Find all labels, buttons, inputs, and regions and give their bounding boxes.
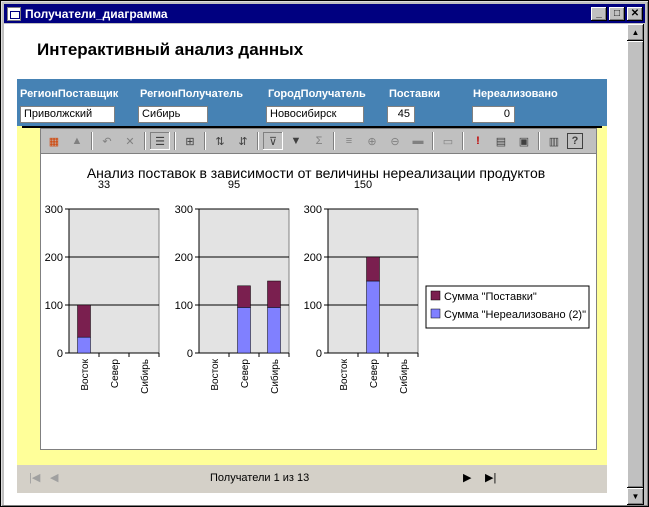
minimize-button[interactable]: _: [591, 7, 607, 21]
x-tick-label: Север: [110, 359, 121, 389]
window-title: Получатели_диаграмма: [25, 6, 168, 21]
first-record-button[interactable]: |◀: [29, 472, 41, 484]
scroll-up-button[interactable]: ▲: [627, 24, 644, 41]
record-counter: Получатели 1 из 13: [210, 472, 310, 484]
filter-field-region-supplier[interactable]: Приволжский: [20, 106, 115, 123]
x-tick-label: Север: [240, 359, 251, 389]
toolbar-separator: [432, 132, 434, 150]
title-bar[interactable]: [4, 4, 645, 23]
autocalc-icon[interactable]: Σ: [315, 135, 323, 147]
pivot-toolbar: [41, 129, 596, 154]
toolbar-separator: [333, 132, 335, 150]
y-tick-label: 300: [303, 204, 322, 216]
commands-icon[interactable]: ▣: [518, 135, 530, 148]
page-title: Интерактивный анализ данных: [37, 40, 304, 59]
export-icon[interactable]: ▤: [495, 135, 507, 148]
form-icon: [7, 7, 21, 21]
autofilter-icon[interactable]: ⊽: [263, 132, 283, 150]
chart-type-icon[interactable]: ▲: [71, 135, 83, 147]
maximize-button[interactable]: □: [609, 7, 625, 21]
panel-label: 95: [227, 179, 241, 191]
filter-field-city-receiver[interactable]: Новосибирск: [266, 106, 364, 123]
y-tick-label: 200: [174, 252, 193, 264]
y-tick-label: 0: [315, 348, 322, 360]
filter-label-city-receiver: ГородПолучатель: [268, 88, 366, 100]
x-tick-label: Север: [369, 359, 380, 389]
toolbar-separator: [144, 132, 146, 150]
bar-unrealized: [268, 307, 281, 353]
x-tick-label: Сибирь: [270, 359, 281, 394]
scroll-down-button[interactable]: ▼: [627, 488, 644, 505]
undo-icon[interactable]: ↶: [102, 135, 112, 148]
bar-supplies: [367, 257, 380, 281]
filter-label-supplies: Поставки: [389, 88, 441, 100]
hide-details-icon[interactable]: ▬: [412, 135, 424, 147]
subtotal-icon[interactable]: ≡: [345, 135, 353, 147]
x-tick-label: Сибирь: [399, 359, 410, 394]
previous-record-button[interactable]: ◀: [50, 472, 59, 484]
close-button[interactable]: ✕: [627, 7, 643, 21]
legend-entry: Сумма "Поставки": [444, 291, 537, 303]
filter-bar: [17, 79, 607, 126]
chart-title: Анализ поставок в зависимости от величины нереализации продуктов: [86, 165, 546, 181]
filter-label-region-receiver: РегионПолучатель: [140, 88, 243, 100]
sort-desc-icon[interactable]: ⇵: [238, 135, 248, 148]
toolbar-separator: [91, 132, 93, 150]
y-tick-label: 200: [44, 252, 63, 264]
filter-field-region-receiver[interactable]: Сибирь: [138, 106, 208, 123]
toolbar-separator: [257, 132, 259, 150]
panel-label: 150: [353, 179, 373, 191]
x-tick-label: Сибирь: [140, 359, 151, 394]
legend-entry: Сумма "Нереализовано (2)": [444, 309, 586, 321]
field-list-2-icon[interactable]: ▥: [548, 135, 560, 148]
filter-label-unrealized: Нереализовано: [473, 88, 558, 100]
filter-field-supplies[interactable]: 45: [387, 106, 415, 123]
bar-unrealized: [367, 281, 380, 353]
form-client-area: [4, 24, 627, 505]
y-tick-label: 100: [174, 300, 193, 312]
sort-asc-icon[interactable]: ⇅: [215, 135, 225, 148]
help-icon[interactable]: ?: [567, 133, 583, 149]
x-tick-label: Восток: [80, 359, 91, 391]
last-record-button[interactable]: ▶|: [485, 472, 497, 484]
toolbar-separator: [538, 132, 540, 150]
y-tick-label: 100: [44, 300, 63, 312]
panel-label: 33: [97, 179, 111, 191]
y-tick-label: 200: [303, 252, 322, 264]
legend-swatch: [431, 291, 440, 300]
field-list-icon[interactable]: ☰: [150, 132, 170, 150]
legend-swatch: [431, 309, 440, 318]
y-tick-label: 100: [303, 300, 322, 312]
x-tick-label: Восток: [210, 359, 221, 391]
y-tick-label: 300: [174, 204, 193, 216]
vertical-scrollbar[interactable]: [627, 24, 644, 505]
drill-icon[interactable]: ⊞: [185, 135, 195, 148]
toolbar-separator: [174, 132, 176, 150]
expand-icon[interactable]: ⊕: [367, 135, 377, 148]
bar-unrealized: [78, 337, 91, 353]
y-tick-label: 0: [56, 348, 63, 360]
collapse-icon[interactable]: ⊖: [390, 135, 400, 148]
bar-unrealized: [238, 307, 251, 353]
y-tick-label: 300: [44, 204, 63, 216]
filter-form: [17, 79, 607, 465]
show-top-icon[interactable]: ▼: [290, 135, 302, 147]
toolbar-separator: [204, 132, 206, 150]
pivot-chart-control[interactable]: [40, 128, 597, 450]
x-tick-label: Восток: [339, 359, 350, 391]
bar-supplies: [238, 286, 251, 308]
pivot-chart[interactable]: [41, 154, 596, 449]
y-tick-label: 0: [186, 348, 193, 360]
show-details-icon[interactable]: ▭: [442, 135, 454, 148]
delete-icon[interactable]: ✕: [125, 135, 135, 148]
toolbar-separator: [462, 132, 464, 150]
bar-supplies: [78, 305, 91, 337]
filter-label-region-supplier: РегионПоставщик: [20, 88, 119, 100]
next-record-button[interactable]: ▶: [463, 472, 472, 484]
scroll-thumb[interactable]: [627, 41, 644, 488]
filter-field-unrealized[interactable]: 0: [472, 106, 515, 123]
refresh-icon[interactable]: !: [476, 135, 480, 147]
bar-supplies: [268, 281, 281, 307]
office-logo-icon[interactable]: ▦: [48, 135, 60, 148]
record-navigation-bar: [17, 465, 607, 493]
